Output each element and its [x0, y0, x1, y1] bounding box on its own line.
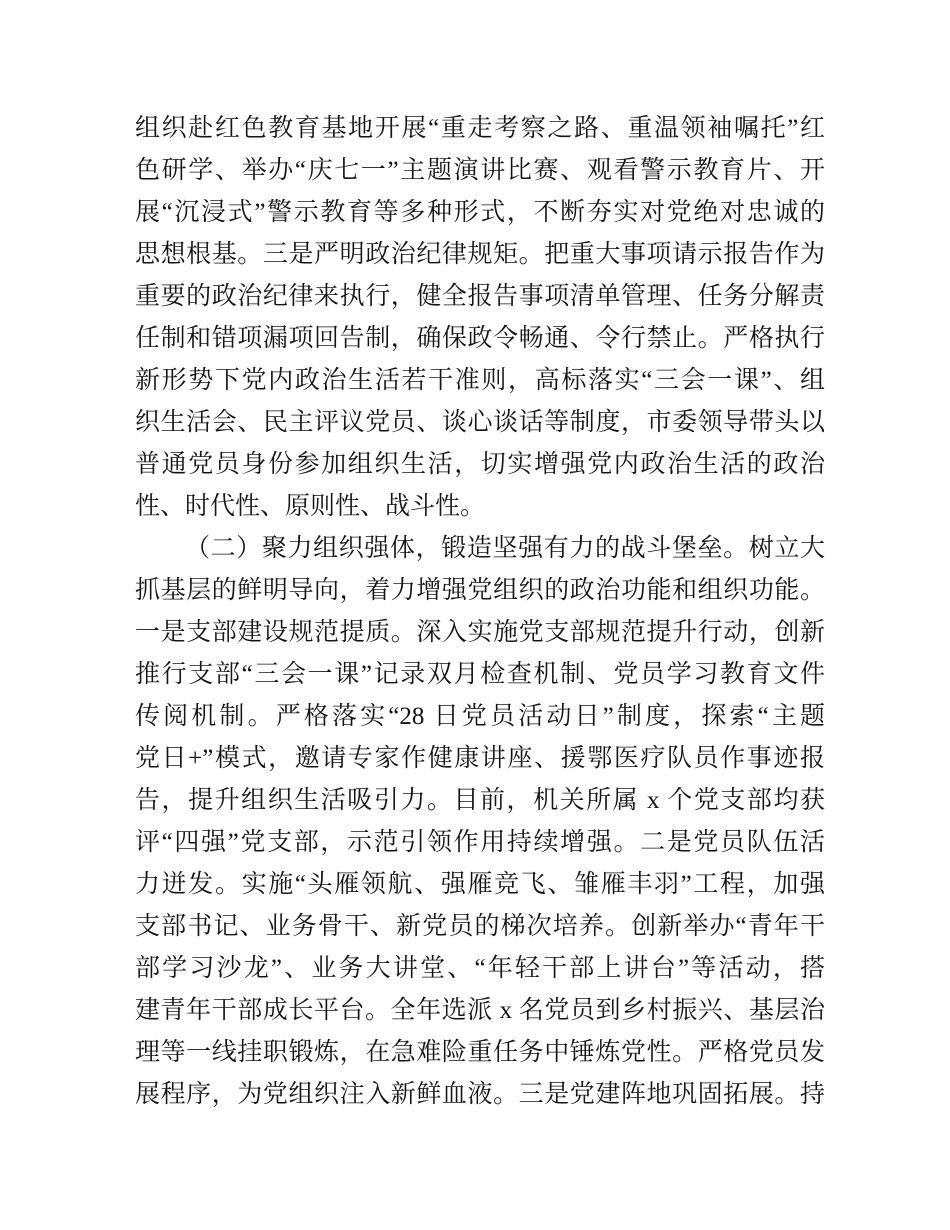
doc-line: 抓基层的鲜明导向，着力增强党组织的政治功能和组织功能。 [135, 577, 825, 604]
doc-line: 评“四强”党支部，示范引领作用持续增强。二是党员队伍活 [135, 829, 825, 856]
doc-line: 党日+”模式，邀请专家作健康讲座、援鄂医疗队员作事迹报 [135, 745, 825, 772]
doc-line: 普通党员身份参加组织生活，切实增强党内政治生活的政治 [135, 451, 825, 478]
doc-line: 任制和错项漏项回告制，确保政令畅通、令行禁止。严格执行 [135, 325, 825, 352]
doc-line: 推行支部“三会一课”记录双月检查机制、党员学习教育文件 [135, 661, 825, 688]
doc-line: 展“沉浸式”警示教育等多种形式，不断夯实对党绝对忠诚的 [135, 199, 825, 226]
doc-line-paragraph-end: 性、时代性、原则性、战斗性。 [135, 493, 486, 520]
doc-line: 一是支部建设规范提质。深入实施党支部规范提升行动，创新 [135, 619, 825, 646]
doc-line: 思想根基。三是严明政治纪律规矩。把重大事项请示报告作为 [135, 241, 825, 268]
doc-line: 新形势下党内政治生活若干准则，高标落实“三会一课”、组 [135, 367, 825, 394]
doc-line: 织生活会、民主评议党员、谈心谈话等制度，市委领导带头以 [135, 409, 825, 436]
doc-line: 重要的政治纪律来执行，健全报告事项清单管理、任务分解责 [135, 283, 825, 310]
doc-line: 理等一线挂职锻炼，在急难险重任务中锤炼党性。严格党员发 [135, 1039, 825, 1066]
doc-line: 力迸发。实施“头雁领航、强雁竞飞、雏雁丰羽”工程，加强 [135, 871, 825, 898]
doc-line: 部学习沙龙”、业务大讲堂、“年轻干部上讲台”等活动，搭 [135, 955, 825, 982]
doc-line: 告，提升组织生活吸引力。目前，机关所属 x 个党支部均获 [135, 787, 825, 814]
doc-line: 色研学、举办“庆七一”主题演讲比赛、观看警示教育片、开 [135, 157, 825, 184]
doc-line: 传阅机制。严格落实“28 日党员活动日”制度，探索“主题 [135, 703, 825, 730]
doc-line: 支部书记、业务骨干、新党员的梯次培养。创新举办“青年干 [135, 913, 825, 940]
doc-line: 建青年干部成长平台。全年选派 x 名党员到乡村振兴、基层治 [135, 997, 825, 1024]
document-text-block [135, 108, 825, 1116]
doc-line: 展程序，为党组织注入新鲜血液。三是党建阵地巩固拓展。持 [135, 1081, 825, 1108]
doc-line: 组织赴红色教育基地开展“重走考察之路、重温领袖嘱托”红 [135, 115, 825, 142]
doc-line-paragraph-start: （二）聚力组织强体，锻造坚强有力的战斗堡垒。树立大 [185, 535, 825, 562]
